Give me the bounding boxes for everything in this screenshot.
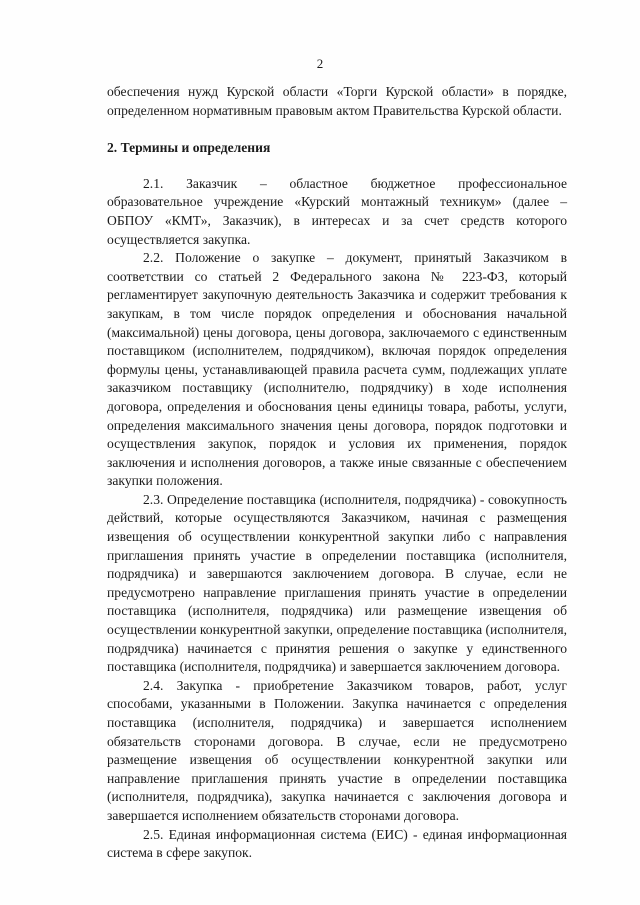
page-number: 2: [316, 56, 324, 71]
intro-paragraph: обеспечения нужд Курской области «Торги Курской области» в порядке, определенном нормативным правовым актом Правительства Курской области.: [107, 84, 567, 118]
paragraph-2-3: 2.3. Определение поставщика (исполнителя, подрядчика) - совокупность действий, которые осуществляются Заказчиком, начиная с размещения извещения об осуществлении конкурентной закупки либо с направления приглашения принять участие в определении поставщика (исполнителя, подрядчика) и завершаются заключением договора. В случае, если не предусмотрено направление приглашения принять участие в определении поставщика (исполнителя, подрядчика) или размещение извещения об осуществлении конкурентной закупки, определение поставщика (исполнителя, подрядчика) начинается с принятия решения о закупке у единственного поставщика (исполнителя, подрядчика) и завершается заключением договора.: [107, 491, 567, 675]
section-title: 2. Термины и определения: [107, 140, 271, 156]
document-body: [107, 83, 567, 863]
paragraph-2-2: 2.2. Положение о закупке – документ, принятый Заказчиком в соответствии со статьей 2 Федерального закона № 223-ФЗ, который регламентирует закупочную деятельность Заказчика и содержит требования к закупкам, в том числе порядок определения и обоснования начальной (максимальной) цены договора, цены договора, заключаемого с единственным поставщиком (исполнителем, подрядчиком), включая порядок определения формулы цены, устанавливающей правила расчета сумм, подлежащих уплате заказчиком поставщику (исполнителю, подрядчику) в ходе исполнения договора, определения и обоснования цены единицы товара, работы, услуги, определения максимального значения цены договора, порядок подготовки и осуществления закупок, порядок и условия их применения, порядок заключения и исполнения договоров, а также иные связанные с обеспечением закупки положения.: [107, 250, 567, 489]
paragraph-2-4: 2.4. Закупка - приобретение Заказчиком товаров, работ, услуг способами, указанными в Положении. Закупка начинается с определения поставщика (исполнителя, подрядчика) и завершается исполнением обязательств сторонами договора. В случае, если не предусмотрено размещение извещения об осуществлении конкурентной закупки или направление приглашения принять участие в определении поставщика (исполнителя, подрядчика), закупка начинается с заключения договора и завершается исполнением обязательств сторонами договора.: [107, 677, 567, 823]
paragraph-2-5: 2.5. Единая информационная система (ЕИС) - единая информационная система в сфере закупок.: [107, 826, 567, 861]
paragraph-2-1: 2.1. Заказчик – областное бюджетное профессиональное образовательное учреждение «Курский монтажный техникум» (далее – ОБПОУ «КМТ», Заказчик), в интересах и за счет средств которого осуществляется закупка.: [107, 175, 567, 247]
